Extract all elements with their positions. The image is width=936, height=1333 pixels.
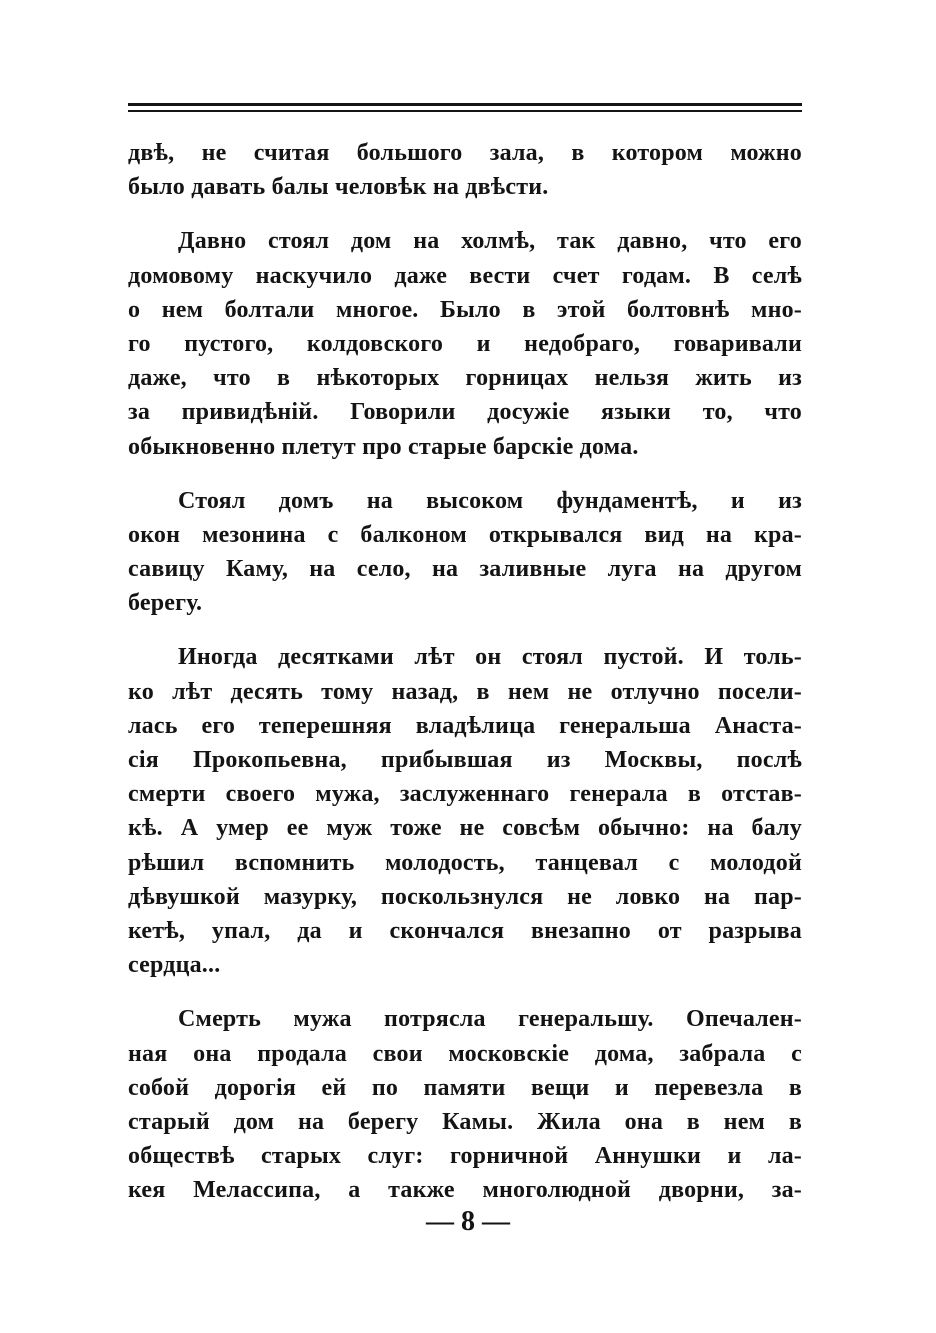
page-number: — 8 — [426, 1206, 510, 1237]
text-line: собой дорогія ей по памяти вещи и перевезла в [128, 1074, 802, 1101]
paragraph [128, 1002, 802, 1207]
text-line: обществѣ старых слуг: горничной Аннушки и ла- [128, 1143, 802, 1170]
text-line: Смерть мужа потрясла генеральшу. Опечален- [178, 1006, 802, 1033]
text-line: лась его теперешняя владѣлица генеральша Анаста- [128, 712, 802, 739]
text-line: смерти своего мужа, заслуженнаго генерала в отстав- [128, 781, 802, 808]
text-line: домовому наскучило даже вести счет годам. В селѣ [128, 262, 802, 289]
text-line: Иногда десятками лѣт он стоял пустой. И толь- [178, 644, 802, 671]
paragraph [128, 136, 802, 204]
text-line: берегу. [128, 590, 203, 617]
text-line: двѣ, не считая большого зала, в котором можно [128, 140, 802, 166]
text-line: за привидѣній. Говорили досужіе языки то, что [128, 399, 802, 426]
header-rule-thin [128, 110, 802, 112]
paragraph [128, 224, 802, 463]
text-line: кея Мелассипа, а также многолюдной дворни, за- [128, 1177, 802, 1204]
text-line: старый дом на берегу Камы. Жила она в нем в [128, 1108, 802, 1135]
text-line: кѣ. А умер ее муж тоже не совсѣм обычно: на балу [128, 815, 802, 842]
text-line: Стоял домъ на высоком фундаментѣ, и из [178, 487, 802, 514]
text-line: ко лѣт десять тому назад, в нем не отлучно посели- [128, 678, 802, 705]
paragraph [128, 484, 802, 621]
text-line: кетѣ, упал, да и скончался внезапно от разрыва [128, 917, 802, 944]
text-line: о нем болтали многое. Было в этой болтовнѣ мно- [128, 296, 802, 323]
text-line: сія Прокопьевна, прибывшая из Москвы, послѣ [128, 747, 802, 773]
text-line: дѣвушкой мазурку, поскользнулся не ловко на пар- [128, 883, 802, 910]
paragraph [128, 640, 802, 982]
text-line: рѣшил вспомнить молодость, танцевал с молодой [128, 849, 802, 876]
text-line: сердца... [128, 952, 221, 979]
text-line: го пустого, колдовского и недобраго, говаривали [128, 330, 802, 357]
text-line: было давать балы человѣк на двѣсти. [128, 174, 549, 201]
text-line: савицу Каму, на село, на заливные луга на другом [128, 556, 802, 583]
text-line: ная она продала свои московскіе дома, забрала с [128, 1040, 802, 1067]
text-line: Давно стоял дом на холмѣ, так давно, что его [178, 228, 802, 255]
header-rule-thick [128, 103, 802, 106]
text-line: даже, что в нѣкоторых горницах нельзя жить из [128, 365, 802, 392]
text-line: окон мезонина с балконом открывался вид на кра- [128, 521, 802, 548]
body-text [128, 136, 802, 1207]
text-line: обыкновенно плетут про старые барскіе дома. [128, 433, 639, 460]
